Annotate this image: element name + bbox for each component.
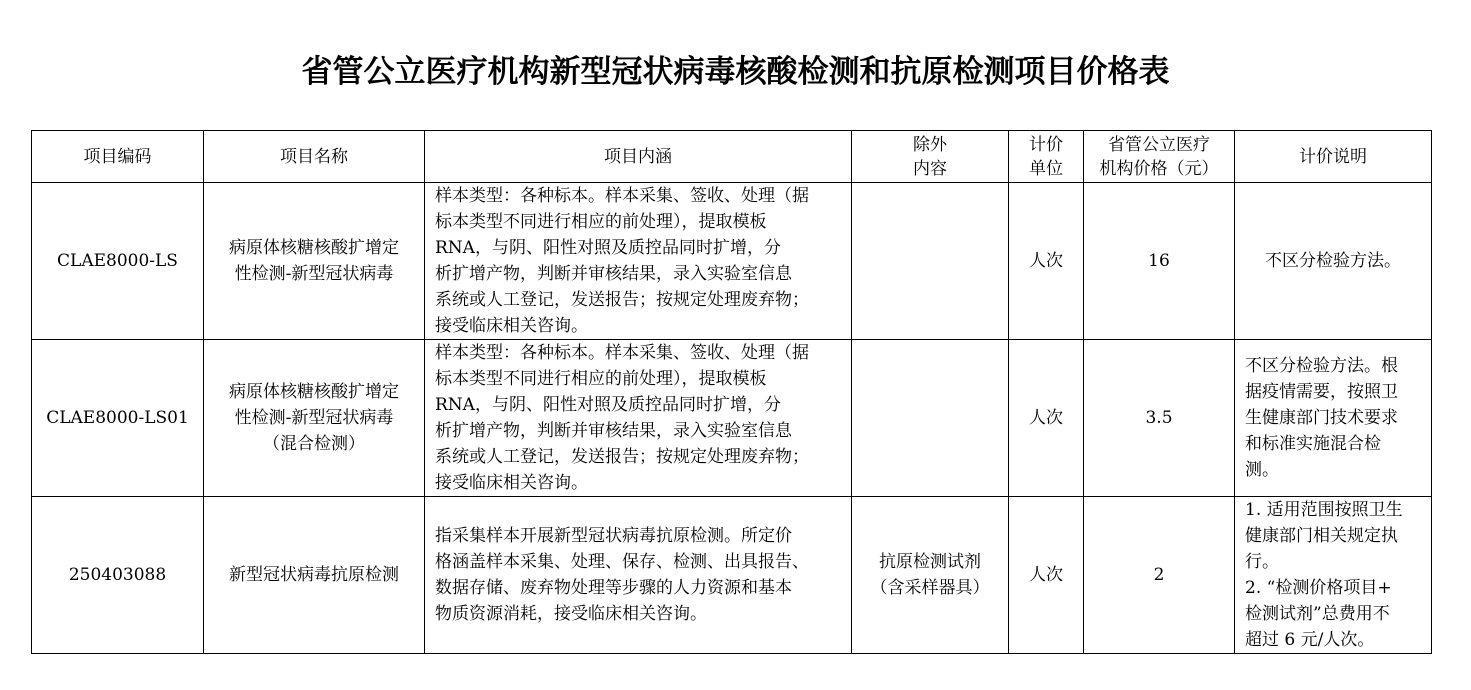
cell-price: 2 [1084, 497, 1235, 654]
cell-excluded [852, 340, 1009, 497]
cell-excluded [852, 183, 1009, 340]
cell-content: 指采集样本开展新型冠状病毒抗原检测。所定价 格涵盖样本采集、处理、保存、检测、出具报告、 数据存储、废弃物处理等步骤的人力资源和基本 物质资源消耗，接受临床相关咨询。 [425, 497, 852, 654]
cell-code: CLAE8000-LS [32, 183, 204, 340]
cell-unit: 人次 [1009, 340, 1084, 497]
header-name: 项目名称 [204, 131, 425, 183]
cell-price: 16 [1084, 183, 1235, 340]
cell-name: 病原体核糖核酸扩增定 性检测-新型冠状病毒 [204, 183, 425, 340]
cell-excluded: 抗原检测试剂 （含采样器具） [852, 497, 1009, 654]
cell-note: 不区分检验方法。根 据疫情需要，按照卫 生健康部门技术要求 和标准实施混合检 测。 [1235, 340, 1432, 497]
cell-unit: 人次 [1009, 497, 1084, 654]
cell-note: 不区分检验方法。 [1235, 183, 1432, 340]
cell-code: 250403088 [32, 497, 204, 654]
header-content: 项目内涵 [425, 131, 852, 183]
table-row [32, 340, 1432, 497]
header-price: 省管公立医疗 机构价格（元） [1084, 131, 1235, 183]
header-code: 项目编码 [32, 131, 204, 183]
page-title: 省管公立医疗机构新型冠状病毒核酸检测和抗原检测项目价格表 [301, 54, 1170, 90]
cell-price: 3.5 [1084, 340, 1235, 497]
cell-content: 样本类型：各种标本。样本采集、签收、处理（据 标本类型不同进行相应的前处理），提取模板 RNA，与阴、阳性对照及质控品同时扩增，分 析扩增产物，判断并审核结果，录入实验室信息 系统或人工登记，发送报告；按规定处理废弃物； 接受临床相关咨询。 [425, 340, 852, 497]
cell-name: 病原体核糖核酸扩增定 性检测-新型冠状病毒 （混合检测） [204, 340, 425, 497]
table-row [32, 497, 1432, 654]
price-table [31, 130, 1432, 654]
cell-note: 1. 适用范围按照卫生 健康部门相关规定执 行。 2. “检测价格项目+ 检测试剂”总费用不 超过 6 元/人次。 [1235, 497, 1432, 654]
header-excluded: 除外 内容 [852, 131, 1009, 183]
table-header-row [32, 131, 1432, 183]
header-unit: 计价 单位 [1009, 131, 1084, 183]
cell-content: 样本类型：各种标本。样本采集、签收、处理（据 标本类型不同进行相应的前处理），提取模板 RNA，与阴、阳性对照及质控品同时扩增，分 析扩增产物，判断并审核结果，录入实验室信息 系统或人工登记，发送报告；按规定处理废弃物； 接受临床相关咨询。 [425, 183, 852, 340]
cell-code: CLAE8000-LS01 [32, 340, 204, 497]
table-row [32, 183, 1432, 340]
cell-name: 新型冠状病毒抗原检测 [204, 497, 425, 654]
cell-unit: 人次 [1009, 183, 1084, 340]
header-note: 计价说明 [1235, 131, 1432, 183]
